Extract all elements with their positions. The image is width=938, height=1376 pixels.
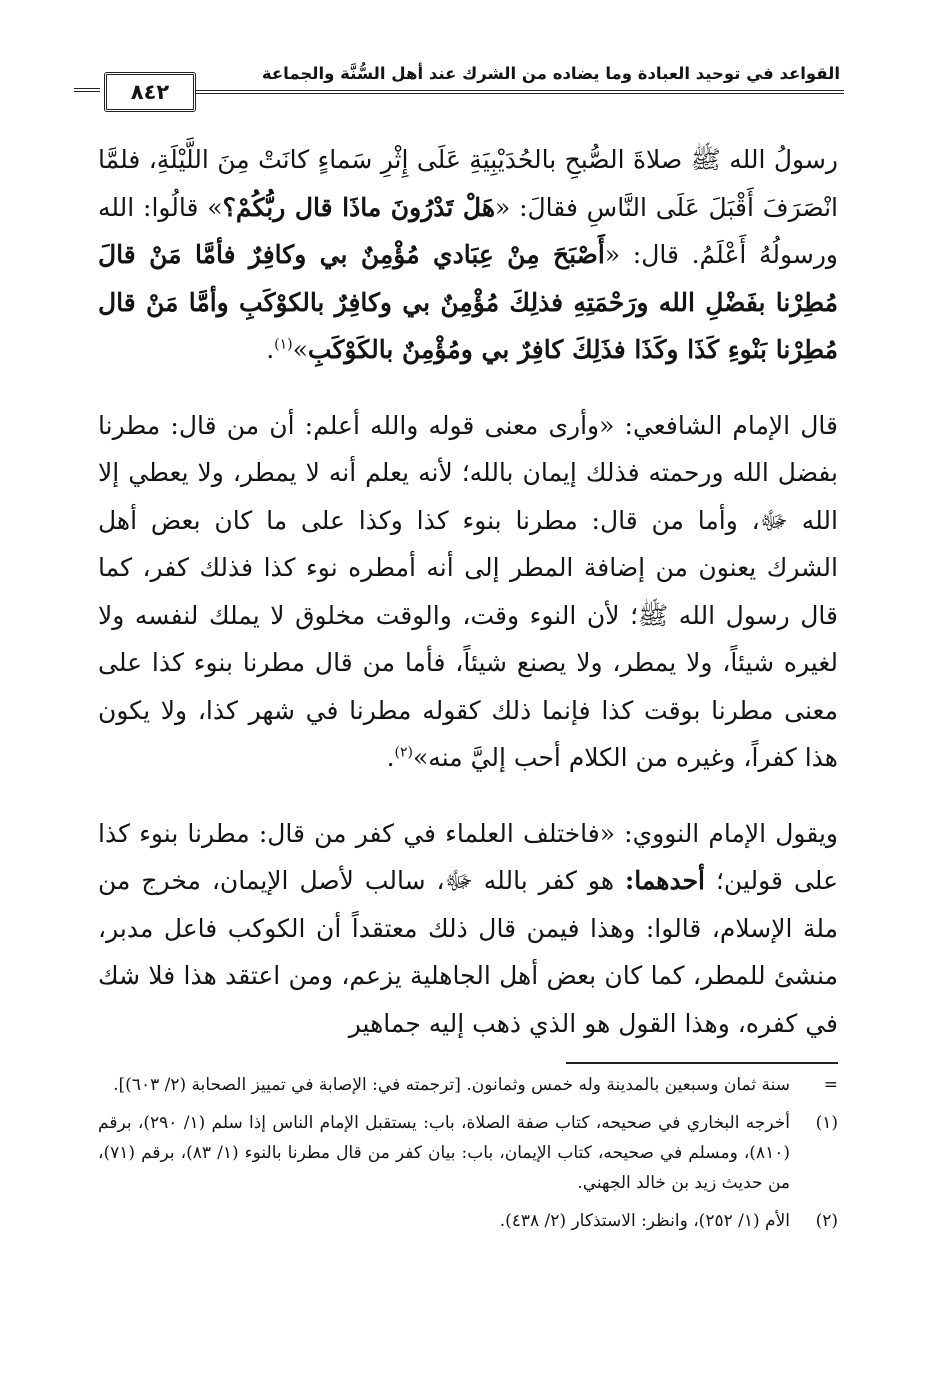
header-rule-left (74, 88, 100, 92)
bold-segment: أحدهما: (625, 866, 706, 895)
main-text (98, 136, 838, 1075)
running-title: القواعد في توحيد العبادة وما يضاده من الشرك عند أهل السُّنَّة والجماعة (261, 64, 840, 83)
text-segment: » (292, 335, 308, 364)
footnote-1 (98, 1108, 838, 1198)
footnotes (98, 1070, 838, 1244)
page-number: ٨٤٢ (104, 72, 196, 112)
footnote-text: سنة ثمان وسبعين بالمدينة وله خمس وثمانون. [ترجمته في: الإصابة في تمييز الصحابة (٢/ ٦٠٣)]. (113, 1075, 790, 1095)
footnote-continuation (98, 1070, 838, 1100)
page-header (74, 62, 844, 114)
footnote-marker: (٢) (815, 1211, 838, 1231)
footnote-2 (98, 1206, 838, 1236)
footnote-separator (566, 1062, 838, 1064)
text-segment: قال الإمام الشافعي: «وأرى معنى قوله والله أعلم: أن من قال: مطرنا بفضل الله ورحمته فذلك إيمان بالله؛ لأنه يعلم أنه لا يمطر، ولا يعطي إلا الله ﷻ، وأما من قال: مطرنا بنوء كذا وكذا على ما كان بعض أهل الشرك يعنون من إضافة المطر إلى أنه أمطره نوء كذا فذلك كفر، كما قال رسول الله ﷺ؛ لأن النوء وقت، والوقت مخلوق لا يملك لنفسه ولا لغيره شيئاً، ولا يمطر، ولا يصنع شيئاً، فأما من قال مطرنا بنوء كذا على معنى مطرنا بوقت كذا فإنما ذلك كقوله مطرنا في شهر كذا، ولا يكون هذا كفراً، وغيره من الكلام أحب إليَّ منه» (98, 410, 838, 772)
text-segment: ويقول الإمام النووي: «فاختلف العلماء في كفر من قال: مطرنا بنوء كذا على قولين؛ (98, 818, 838, 895)
footnote-ref-1[interactable]: (١) (274, 336, 293, 353)
footnote-marker: = (823, 1075, 838, 1095)
paragraph-hadith (98, 136, 838, 374)
bold-segment: أَصْبَحَ مِنْ عِبَادي مُؤْمِنٌ بي وكافِرٌ فأمَّا مَنْ قالَ مُطِرْنا بفَضْلِ الله ورَحْمَتِهِ فذلِكَ مُؤْمِنٌ بي وكافِرٌ بالكوْكَبِ وأمَّا مَنْ قال مُطِرْنا بَنْوءِ كَذَا وكَذَا فذَلِكَ كافِرٌ بي ومُؤْمِنٌ بالكَوْكَبِ (98, 240, 838, 364)
sentence-end: . (266, 335, 275, 364)
footnote-marker: (١) (815, 1113, 838, 1133)
paragraph-nawawi (98, 810, 838, 1048)
paragraph-shafii (98, 402, 838, 782)
text-segment: رسولُ الله ﷺ صلاةَ الصُّبحِ بالحُدَيْبِيَةِ عَلَى إِثْرِ سَماءٍ كانَتْ مِنَ اللَّيْلَةِ، فلمَّا انْصَرَفَ أَقْبَلَ عَلَى النَّاسِ فقالَ: « (98, 145, 838, 222)
header-rule (196, 90, 844, 94)
footnote-text: الأم (١/ ٢٥٢)، وانظر: الاستذكار (٢/ ٤٣٨). (499, 1211, 790, 1231)
text-segment: هو كفر بالله ﷻ، سالب لأصل الإيمان، مخرج من ملة الإسلام، قالوا: وهذا فيمن قال ذلك معتقداً أن الكوكب فاعل مدبر، منشئ للمطر، كما كان بعض أهل الجاهلية يزعم، ومن اعتقد هذا فلا شك في كفره، وهذا القول هو الذي ذهب إليه جماهير (98, 866, 838, 1038)
footnote-text: أخرجه البخاري في صحيحه، كتاب صفة الصلاة، باب: يستقبل الإمام الناس إذا سلم (١/ ٢٩٠)، برقم (٨١٠)، ومسلم في صحيحه، كتاب الإيمان، باب: بيان كفر من قال مطرنا بالنوء (١/ ٨٣)، برقم (٧١)، من حديث زيد بن خالد الجهني. (98, 1113, 790, 1193)
footnote-ref-2[interactable]: (٢) (394, 744, 413, 761)
text-segment: » قالُوا: الله ورسولُهُ أَعْلَمُ. قال: « (98, 192, 838, 269)
sentence-end: . (386, 743, 395, 772)
bold-segment: هَلْ تَدْرُونَ ماذَا قال ربُّكُمْ؟ (222, 192, 496, 222)
